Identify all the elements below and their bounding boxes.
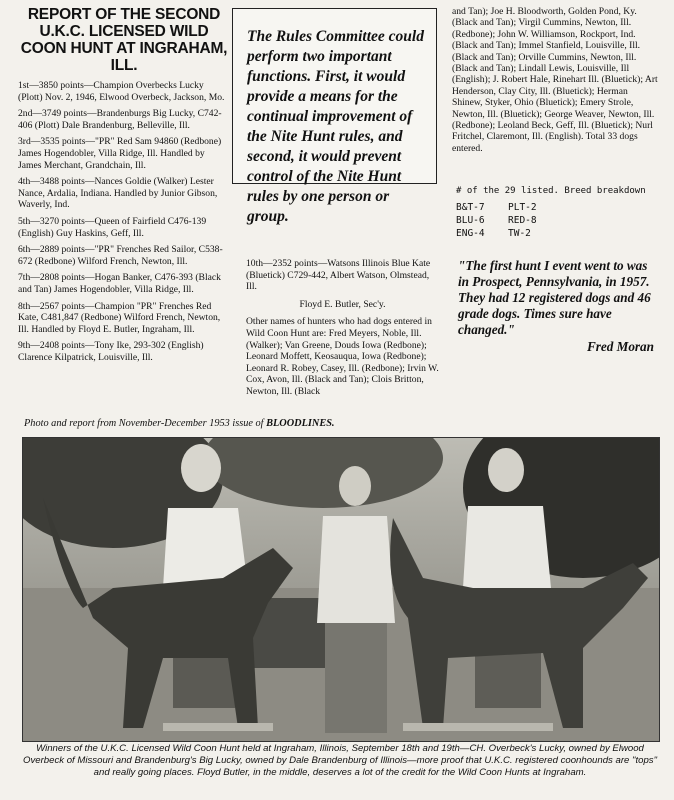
other-hunters-continued: and Tan); Joe H. Bloodworth, Golden Pond, Ky. (Black and Tan); Virgil Cummins, Newton, Ill. (Redbone); John W. Williamson, Rockport, Ind. (Black and Tan); Immel Stanfield, Louisville, Ill. (Black and Tan); Orville Cummins, Newton, Ill. (Black and Tan); Lindall Lewis, Louisville, Ill (English); J. Robert Hale, Rinehart Ill. (Bluetick); Art Henderson, Clay City, Ill. (Bluetick); Herman Shinew, Styker, Ohio (Bluetick); Emery Strole, Newton, Ill. (Bluetick); George Weaver, Newton, Ill. (Redbone); Leoland Beck, Geff, Ill. (Bluetick); Nurl Fritchel, Claremont, Ill. (English). Total 33 dogs entered. — [452, 6, 658, 154]
handwritten-right-3: TW-2 — [508, 228, 531, 239]
fred-moran-quote — [458, 258, 654, 355]
photo-credit-text: Photo and report from November-December 1953 issue of — [24, 418, 264, 429]
result-entry-7: 7th—2808 points—Hogan Banker, C476-393 (Black and Tan) James Hogendobler, Villa Ridge, Ill. — [18, 272, 221, 295]
results-column — [18, 6, 230, 368]
result-entry-5: 5th—3270 points—Queen of Fairfield C476-139 (English) Guy Haskins, Geff, Ill. — [18, 215, 207, 239]
photo-caption: Winners of the U.K.C. Licensed Wild Coon Hunt held at Ingraham, Illinois, September 18th and 19th—CH. Overbeck's Lucky, owned by Elwood Overbeck of Missouri and Brandenburg's Big Lucky, owned by Dale Brandenburg of Illinois—more proof that U.K.C. registered coonhounds are "tops" and really going places. Floyd Butler, in the middle, deserves a lot of the credit for the Wild Coon Hunts at Ingraham. — [23, 743, 657, 779]
result-entry-4: 4th—3488 points—Nances Goldie (Walker) Lester Nance, Ardalia, Indiana. Handled by Junior Gibson, Waverly, Ind. — [18, 176, 218, 211]
handwritten-note — [452, 186, 662, 246]
hunt-winners-photo — [22, 437, 660, 742]
handwritten-right-1: PLT-2 — [508, 202, 537, 213]
result-entry-1: 1st—3850 points—Champion Overbecks Lucky (Plott) Nov. 2, 1946, Elwood Overbeck, Jackson, Mo. — [18, 80, 225, 103]
photo-credit — [24, 418, 335, 429]
handwritten-left-2: BLU-6 — [456, 215, 485, 226]
result-entry-8: 8th—2567 points—Champion "PR" Frenches Red Kate, C481,847 (Redbone) Wilford French, Newton, Ill. Handled by Floyd E. Butler, Ingraham, Ill. — [18, 300, 221, 335]
quote-text: "The first hunt I event went to was in Prospect, Pennsylvania, in 1957. They had 12 registered dogs and 46 grade dogs. Times sure have changed." — [458, 258, 651, 337]
middle-column — [246, 258, 439, 404]
result-entry-10: 10th—2352 points—Watsons Illinois Blue Kate (Bluetick) C729-442, Albert Watson, Olmstead, Ill. — [246, 258, 431, 293]
other-hunters-text: Other names of hunters who had dogs entered in Wild Coon Hunt are: Fred Meyers, Noble, Ill. (Walker); Van Greene, Douds Iowa (Redbone); Leonard Moffett, Keosauqua, Iowa (Redbone); Leonard R. Robey, Casey, Ill. (Redbone); Irvin W. Cox, Avon, Ill. (Black and Tan); Clois Britton, Newton, Ill. (Black — [246, 316, 439, 397]
handwritten-left-1: B&T-7 — [456, 202, 485, 213]
result-entry-9: 9th—2408 points—Tony Ike, 293-302 (English) Clarence Kilpatrick, Louisville, Ill. — [18, 340, 204, 363]
result-entry-3: 3rd—3535 points—"PR" Red Sam 94860 (Redbone) James Hogendobler, Villa Ridge, Ill. Handled by James Merchant, Grandchain, Ill. — [18, 136, 222, 171]
pull-quote-box — [232, 8, 437, 225]
photo-illustration — [23, 438, 659, 741]
quote-author: Fred Moran — [586, 339, 654, 354]
handwritten-right-2: RED-8 — [508, 215, 537, 226]
right-column — [452, 6, 658, 154]
handwritten-title: # of the 29 listed. Breed breakdown — [456, 186, 646, 196]
pull-quote-text: The Rules Committee could perform two important functions. First, it would provide a means for the continual improvement of the Nite Hunt rules, and second, it would prevent control of the Nite Hunt rules by one person or group. — [247, 28, 424, 225]
handwritten-left-3: ENG-4 — [456, 228, 485, 239]
result-entry-6: 6th—2889 points—"PR" Frenches Red Sailor, C538-672 (Redbone) Wilford French, Newton, Ill. — [18, 244, 223, 267]
result-entry-2: 2nd—3749 points—Brandenburgs Big Lucky, C742-406 (Plott) Dale Brandenburg, Belleville, Ill. — [18, 108, 222, 131]
publication-name: BLOODLINES. — [266, 418, 335, 429]
page-headline: REPORT OF THE SECOND U.K.C. LICENSED WILD COON HUNT AT INGRAHAM, ILL. — [20, 6, 228, 74]
secretary-signature: Floyd E. Butler, Sec'y. — [299, 298, 386, 310]
